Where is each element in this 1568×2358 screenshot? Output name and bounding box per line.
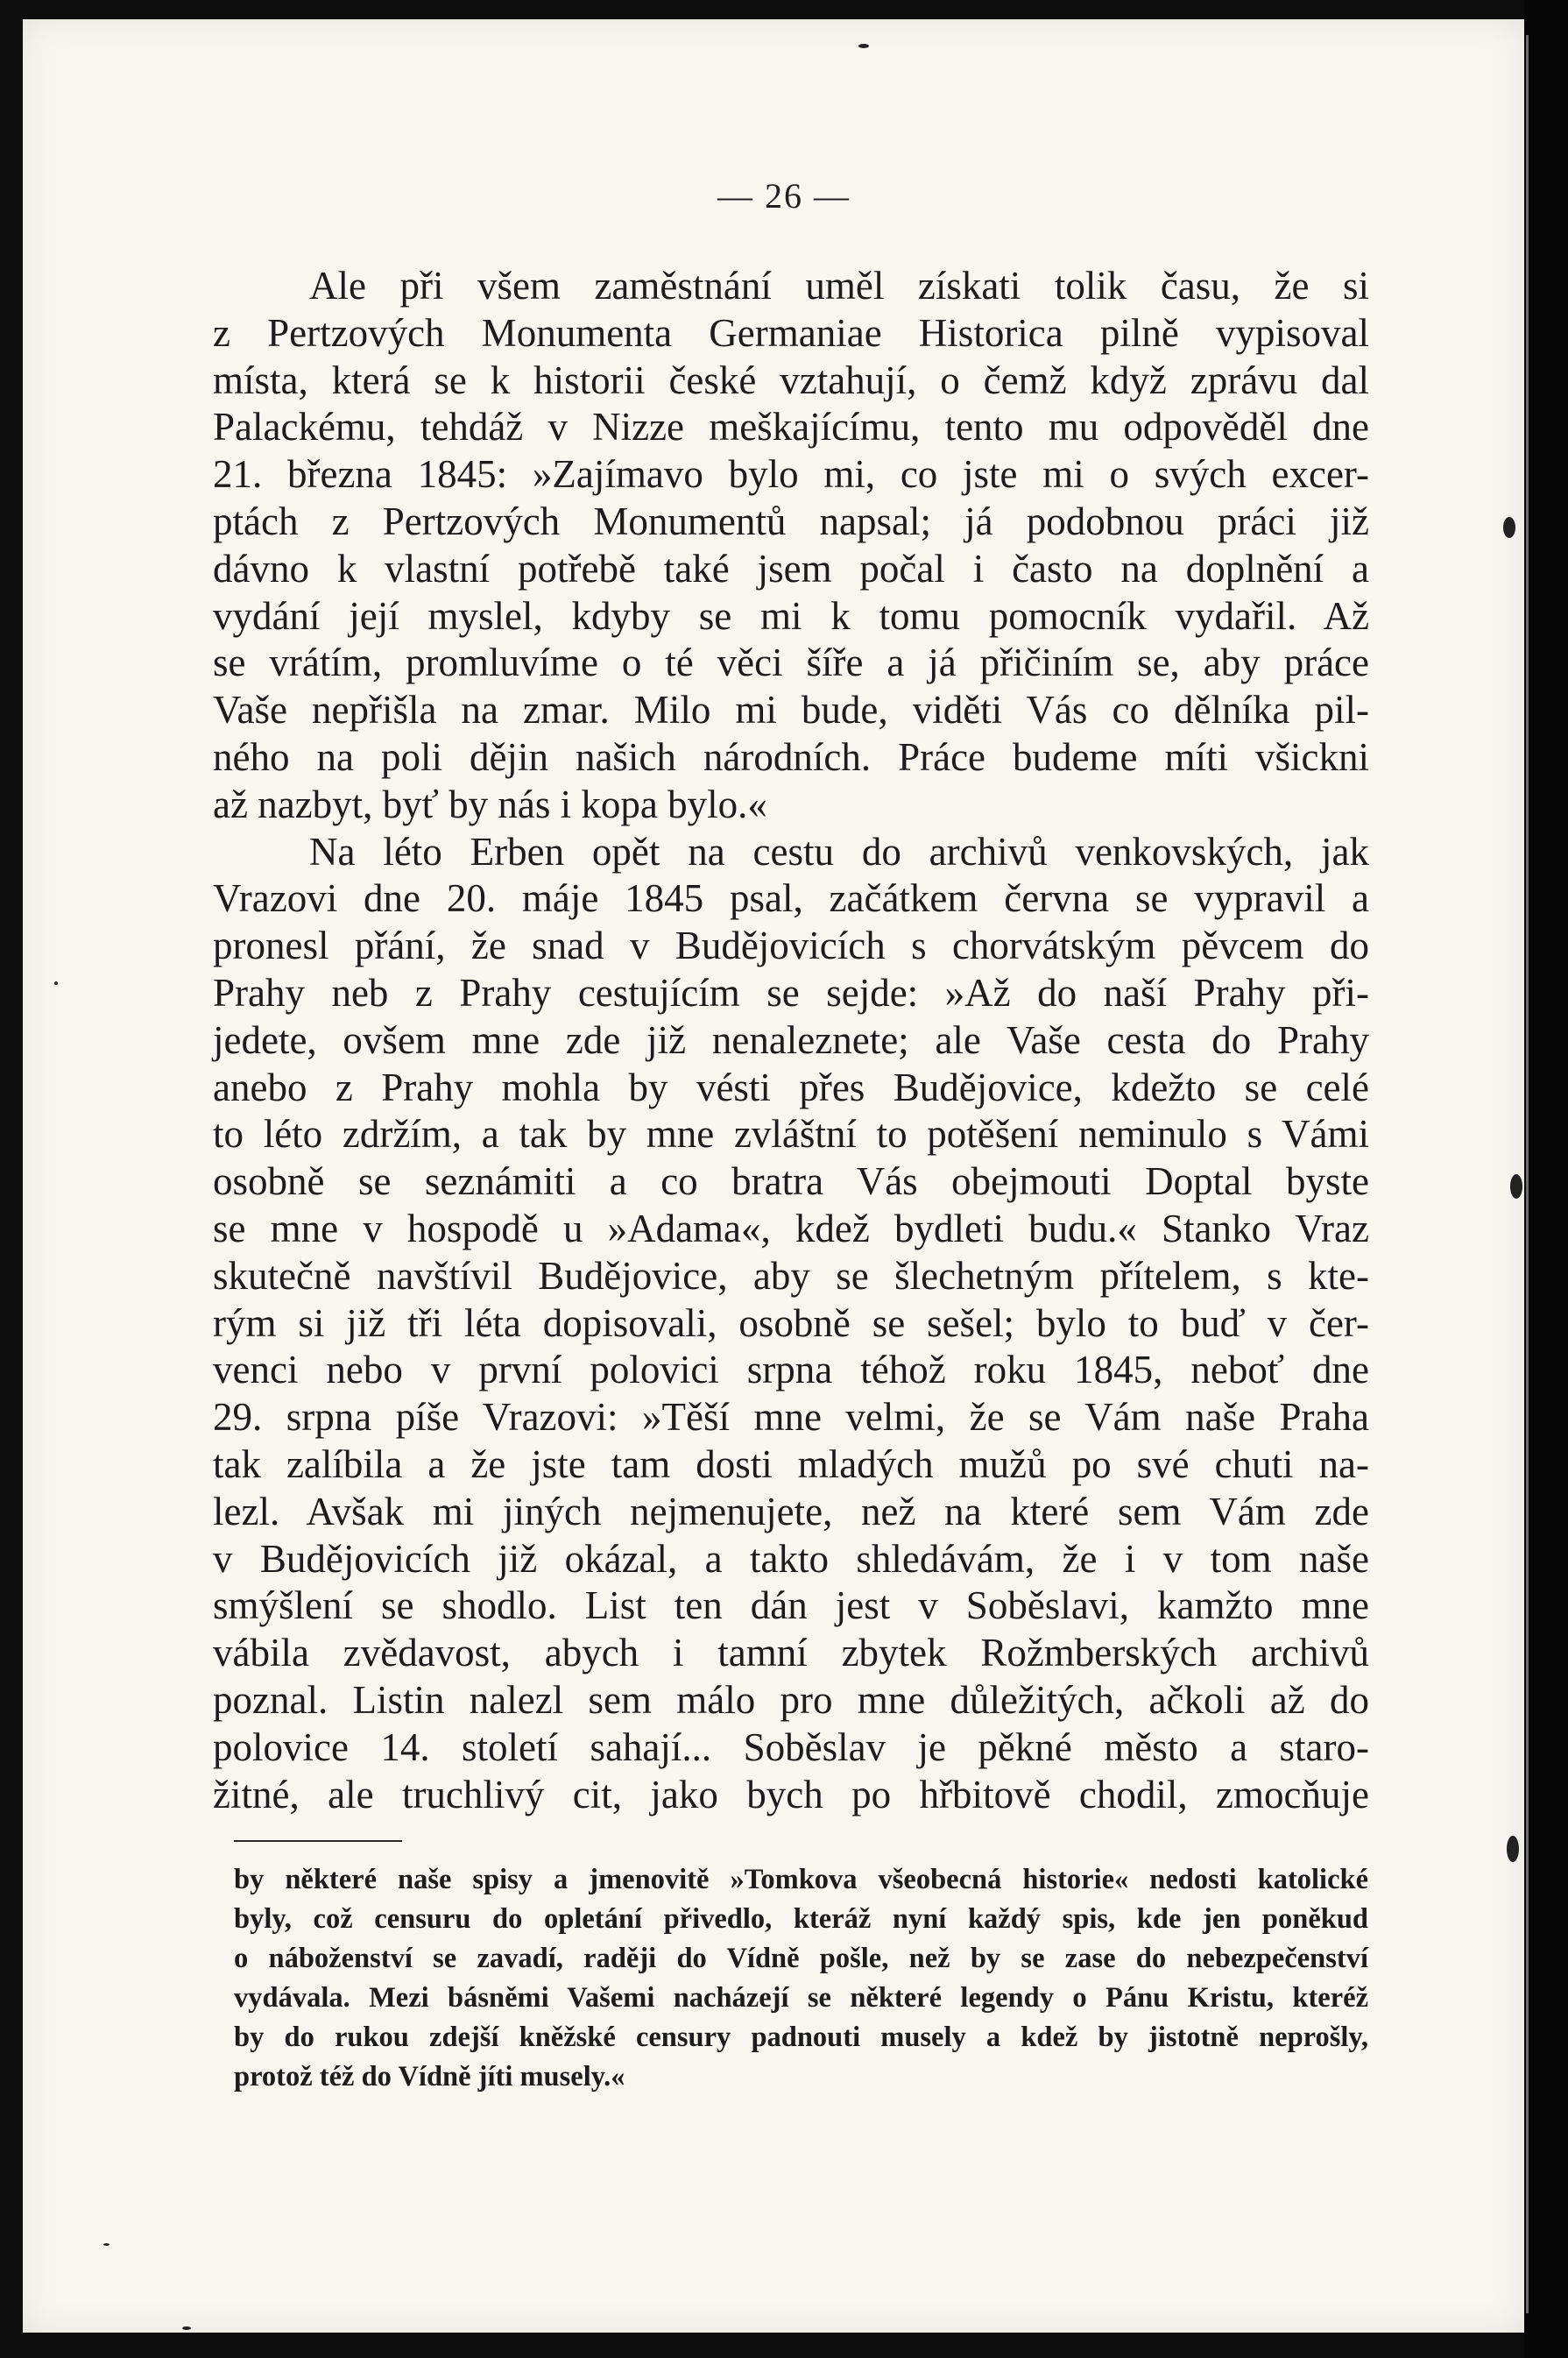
scan-border: [1524, 0, 1568, 2358]
text-line: dávno k vlastní potřebě také jsem počal i často na doplnění a: [213, 546, 1369, 591]
text-line: žitné, ale truchlivý cit, jako bych po hřbitově chodil, zmocňuje: [213, 1772, 1369, 1816]
text-line: smýšlení se shodlo. List ten dán jest v Soběslavi, kamžto mne: [213, 1583, 1369, 1628]
text-line: vydání její myslel, kdyby se mi k tomu pomocník vydařil. Až: [213, 593, 1369, 638]
text-line: vábila zvědavost, abych i tamní zbytek Rožmberských archivů: [213, 1631, 1369, 1675]
text-line: polovice 14. století sahají... Soběslav je pěkné město a staro-: [213, 1724, 1369, 1769]
scan-speck: [858, 44, 869, 48]
text-line: 21. března 1845: »Zajímavo bylo mi, co jste mi o svých excer-: [213, 452, 1369, 497]
scan-speck: [1510, 1174, 1522, 1199]
text-line: venci nebo v první polovici srpna téhož roku 1845, neboť dne: [213, 1348, 1369, 1392]
text-line: jedete, ovšem mne zde již nenaleznete; ale Vaše cesta do Prahy: [213, 1017, 1369, 1062]
text-line: ného na poli dějin našich národních. Práce budeme míti všickni: [213, 734, 1369, 779]
text-line: až nazbyt, byť by nás i kopa bylo.«: [213, 782, 767, 826]
text-line: Vrazovi dne 20. máje 1845 psal, začátkem června se vypravil a: [213, 876, 1369, 921]
text-line: ptách z Pertzových Monumentů napsal; já podobnou práci již: [213, 499, 1369, 543]
footnote-divider: [234, 1840, 402, 1842]
footnote-line: o náboženství se zavadí, raději do Vídně pošle, než by se zase do nebezpečenství: [234, 1943, 1368, 1974]
text-line: rým si již tři léta dopisovali, osobně se sešel; bylo to buď v čer-: [213, 1300, 1369, 1345]
text-line: osobně se seznámiti a co bratra Vás obejmouti Doptal byste: [213, 1159, 1369, 1204]
text-line: to léto zdržím, a tak by mne zvláštní to potěšení neminulo s Vámi: [213, 1112, 1369, 1157]
text-line: Ale při všem zaměstnání uměl získati tolik času, že si: [309, 264, 1369, 308]
text-line: se mne v hospodě u »Adama«, kdež bydleti budu.« Stanko Vraz: [213, 1206, 1369, 1250]
text-line: se vrátím, promluvíme o té věci šíře a já přičiním se, aby práce: [213, 641, 1369, 685]
page-number: — 26 —: [717, 176, 851, 216]
text-line: z Pertzových Monumenta Germaniae Historica pilně vypisoval: [213, 310, 1369, 355]
footnote-line: protož též do Vídně jíti musely.«: [234, 2061, 625, 2092]
text-line: místa, která se k historii české vztahují, o čemž když zprávu dal: [213, 358, 1369, 402]
text-line: lezl. Avšak mi jiných nejmenujete, než na které sem Vám zde: [213, 1489, 1369, 1533]
footnote-line: by do rukou zdejší kněžské censury padnouti musely a kdež by jistotně neprošly,: [234, 2022, 1368, 2053]
scan-speck: [103, 2243, 109, 2246]
main-text: [213, 263, 1369, 1818]
footnote-line: byly, což censuru do opletání přivedlo, kteráž nyní každý spis, kde jen poněkud: [234, 1903, 1368, 1935]
footnote: [234, 1860, 1368, 2097]
text-line: Palackému, tehdáž v Nizze meškajícímu, tento mu odpověděl dne: [213, 405, 1369, 450]
scan-speck: [1503, 517, 1515, 538]
text-line: 29. srpna píše Vrazovi: »Těší mne velmi, že se Vám naše Praha: [213, 1395, 1369, 1440]
text-line: tak zalíbila a že jste tam dosti mladých mužů po své chuti na-: [213, 1441, 1369, 1486]
text-line: Vaše nepřišla na zmar. Milo mi bude, viděti Vás co dělníka pil-: [213, 688, 1369, 733]
text-line: Prahy neb z Prahy cestujícím se sejde: »Až do naší Prahy při-: [213, 970, 1369, 1015]
text-line: poznal. Listin nalezl sem málo pro mne důležitých, ačkoli až do: [213, 1677, 1369, 1722]
footnote-line: by některé naše spisy a jmenovitě »Tomkova všeobecná historie« nedosti katolické: [234, 1864, 1368, 1895]
scan-speck: [54, 981, 58, 985]
text-line: anebo z Prahy mohla by vésti přes Budějovice, kdežto se celé: [213, 1065, 1369, 1109]
footnote-line: vydávala. Mezi básněmi Vašemi nacházejí se některé legendy o Pánu Kristu, kteréž: [234, 1982, 1368, 2014]
text-line: Na léto Erben opět na cestu do archivů venkovských, jak: [309, 829, 1369, 874]
text-line: skutečně navštívil Budějovice, aby se šlechetným přítelem, s kte-: [213, 1253, 1369, 1298]
page-edge-line: [1526, 35, 1529, 2313]
text-line: v Budějovicích již okázal, a takto shledávám, že i v tom naše: [213, 1536, 1369, 1581]
scan-speck: [182, 2326, 191, 2330]
scan-speck: [1507, 1836, 1519, 1862]
text-line: pronesl přání, že snad v Budějovicích s chorvátským pěvcem do: [213, 924, 1369, 968]
